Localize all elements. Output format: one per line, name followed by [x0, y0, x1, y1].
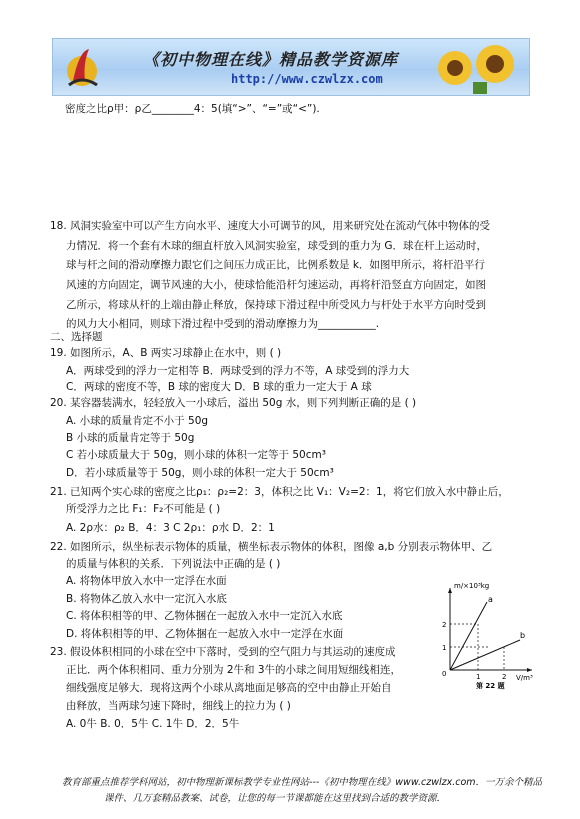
- text-line-21: 的质量与体积的关系．下列说法中正确的是 ( ): [66, 558, 281, 570]
- text-line-27: 正比．两个体积相同、重力分别为 2牛和 3牛的小球之间用短细线相连，: [66, 664, 402, 676]
- text-line-13: A. 小球的质量肯定不小于 50g: [66, 415, 209, 427]
- text-line-1: 密度之比ρ甲：ρ乙________4：5(填“>”、“=”或“<”).: [65, 103, 320, 115]
- text-line-22: A. 将物体甲放入水中一定浮在水面: [66, 575, 227, 587]
- text-line-7: 的风力大小相同，则球下滑过程中受到的滑动摩擦力为___________.: [66, 318, 380, 330]
- text-line-14: B 小球的质量肯定等于 50g: [66, 432, 195, 444]
- text-line-9: 19. 如图所示，A、B 两实习球静止在水中，则 ( ): [50, 347, 282, 359]
- text-line-23: B. 将物体乙放入水中一定沉入水底: [66, 593, 227, 605]
- text-line-4: 球与杆之间的滑动摩擦力跟它们之间压力成正比，比例系数是 k．如图甲所示，将杆沿平行: [66, 259, 485, 271]
- graph-ytick-2: 2: [442, 621, 447, 629]
- mass-volume-graph: [432, 580, 542, 690]
- text-line-12: 20. 某容器装满水，轻轻放入一小球后，溢出 50g 水，则下列判断正确的是 ( ): [50, 397, 417, 409]
- text-line-25: D. 将体积相等的甲、乙物体捆在一起放入水中一定浮在水面: [66, 628, 344, 640]
- text-line-11: C．两球的密度不等，B 球的密度大 D．B 球的重力一定大于 A 球: [66, 381, 372, 393]
- text-line-5: 风速的方向固定，调节风速的大小，使球恰能沿杆匀速运动，再将杆沿竖直方向固定，如图: [66, 279, 486, 291]
- footer-line-1: 教育部重点推荐学科网站，初中物理新课标教学专业性网站---《初中物理在线》www.czwlzx.com．一万余个精品: [62, 777, 543, 788]
- graph-xtick-2: 2: [502, 673, 507, 681]
- header-banner: [52, 38, 530, 96]
- graph-ytick-0: 0: [442, 670, 447, 678]
- graph-ytick-1: 1: [442, 644, 447, 652]
- text-line-17: 21. 已知两个实心球的密度之比ρ₁：ρ₂=2：3，体积之比 V₁：V₂=2：1，将它们放入水中静止后，: [50, 486, 509, 498]
- text-line-8: 二、选择题: [50, 331, 103, 343]
- text-line-26: 23. 假设体积相同的小球在空中下落时，受到的空气阻力与其运动的速度成: [50, 646, 396, 658]
- text-line-20: 22. 如图所示，纵坐标表示物体的质量，横坐标表示物体的体积，图像 a,b 分别表示物体甲、乙: [50, 541, 493, 553]
- text-line-28: 细线强度足够大．现将这两个小球从离地面足够高的空中由静止开始自: [66, 682, 392, 694]
- graph-ylabel: m/×10³kg: [454, 582, 490, 590]
- graph-caption: 第 22 题: [476, 682, 505, 690]
- graph-line-b-label: b: [520, 631, 526, 640]
- text-line-18: 所受浮力之比 F₁：F₂不可能是 ( ): [66, 503, 221, 515]
- text-line-29: 由释放，当两球匀速下降时，细线上的拉力为 ( ): [66, 700, 291, 712]
- banner-title: 《初中物理在线》精品教学资源库: [143, 50, 399, 69]
- text-line-15: C 若小球质量大于 50g，则小球的体积一定等于 50cm³: [66, 449, 326, 461]
- graph-xtick-1: 1: [476, 673, 481, 681]
- graph-line-a-label: a: [488, 595, 493, 604]
- text-line-3: 力情况．将一个套有木球的细直杆放入风洞实验室，球受到的重力为 G．球在杆上运动时，: [66, 240, 487, 252]
- graph-xlabel: V/m³: [516, 674, 533, 682]
- footer-line-2: 课件、几万套精品教案、试卷，让您的每一节课都能在这里找到合适的教学资源．: [104, 793, 447, 804]
- text-line-2: 18. 风洞实验室中可以产生方向水平、速度大小可调节的风，用来研究处在流动气体中物体的受: [50, 220, 491, 232]
- text-line-16: D．若小球质量等于 50g，则小球的体积一定大于 50cm³: [66, 467, 334, 479]
- sunflower-image-icon: [433, 42, 523, 94]
- text-line-30: A. 0牛 B. 0．5牛 C. 1牛 D．2．5牛: [66, 718, 240, 730]
- text-line-24: C. 将体积相等的甲、乙物体捆在一起放入水中一定沉入水底: [66, 610, 343, 622]
- banner-url[interactable]: http://www.czwlzx.com: [231, 72, 383, 86]
- text-line-10: A．两球受到的浮力一定相等 B．两球受到的浮力不等，A 球受到的浮力大: [66, 365, 410, 377]
- site-logo-icon: [59, 45, 105, 91]
- text-line-19: A. 2ρ水：ρ₂ B．4：3 C 2ρ₁：ρ水 D．2：1: [66, 522, 275, 534]
- text-line-6: 乙所示，将球从杆的上端由静止释放，保持球下滑过程中所受风力与杆处于水平方向时受到: [66, 299, 486, 311]
